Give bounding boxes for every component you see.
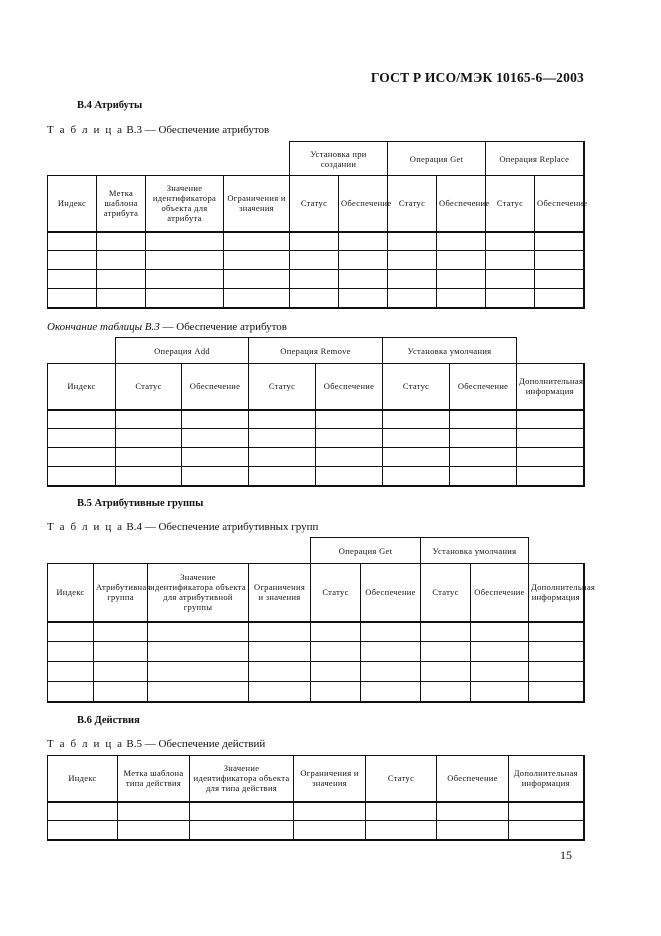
table-cell [517,429,584,448]
table-cell [48,682,94,702]
table-cell [48,429,116,448]
table-cell [486,270,535,289]
table-spacer [517,338,584,364]
group-header: Операция Remove [249,338,383,364]
table-cell [421,662,471,682]
caption-text: В.4 — Обеспечение атрибутивных групп [123,521,319,533]
table-cell [383,429,450,448]
table-row [48,467,584,486]
table-cell [249,448,316,467]
table-cell [383,448,450,467]
column-header: Обеспечение [535,176,584,232]
caption-label: Т а б л и ц а [47,521,124,533]
table-b4 [47,537,596,703]
table-cell [361,682,421,702]
table-cell [437,289,486,308]
table-cell [529,642,584,662]
table-cell [148,682,249,702]
table-cell [249,622,311,642]
table-cell [383,410,450,429]
table-cell [388,232,437,251]
table-cell [535,232,584,251]
column-header: Дополнительная информация [509,756,584,802]
table-cell [48,802,118,821]
table-cell [450,448,517,467]
table-cell [116,429,182,448]
table-cell [97,232,146,251]
table-cell [97,289,146,308]
table-cell [383,467,450,486]
table-cell [249,662,311,682]
table-cell [535,270,584,289]
table-cell [94,682,148,702]
column-header: Статус [421,564,471,622]
table-row [48,662,584,682]
table-b4-caption [47,521,318,533]
column-header: Индекс [48,364,116,410]
table-b3 [47,141,588,309]
table-cell [517,410,584,429]
table-cell [437,251,486,270]
column-header: Дополнительная информация [529,564,584,622]
table-cell [224,289,290,308]
group-header: Установка умолчания [383,338,517,364]
table-row [48,448,584,467]
table-cell [290,251,339,270]
table-cell [116,410,182,429]
table-cell [316,410,383,429]
table-cell [471,622,529,642]
table-cell [486,251,535,270]
table-cell [517,448,584,467]
table-cell [48,467,116,486]
section-heading-b5: В.5 Атрибутивные группы [77,498,204,509]
table-cell [437,821,509,840]
table-cell [249,429,316,448]
table-cell [290,289,339,308]
table-cell [48,448,116,467]
table-cell [182,410,249,429]
table-cell [48,251,97,270]
table-cell [249,467,316,486]
page-number: 15 [560,848,572,862]
table-b5-caption [47,738,265,750]
column-header: Обеспечение [182,364,249,410]
column-header: Обеспечение [339,176,388,232]
table-cell [339,251,388,270]
table-cell [146,232,224,251]
caption-label: Т а б л и ц а [47,124,124,136]
table-cell [450,410,517,429]
table-cell [48,821,118,840]
table-cell [361,662,421,682]
document-header: ГОСТ Р ИСО/МЭК 10165-6—2003 [370,70,584,85]
table-cell [509,821,584,840]
table-spacer [48,338,116,364]
table-cell [97,251,146,270]
table-cell [471,682,529,702]
table-cell [48,270,97,289]
table-cell [294,802,366,821]
table-cell [366,802,437,821]
table-cell [48,232,97,251]
table-cell [146,270,224,289]
table-cell [471,642,529,662]
table-cell [116,467,182,486]
group-header: Установка умолчания [421,538,529,564]
table-row [48,251,584,270]
table-cell [437,270,486,289]
table-cell [339,289,388,308]
table-row [48,622,584,642]
table-cell [311,642,361,662]
column-header: Значение идентификатора объекта для типа действия [190,756,294,802]
table-cell [190,821,294,840]
column-header: Атрибутивная группа [94,564,148,622]
table-cell [388,251,437,270]
table-cell [311,662,361,682]
table-cell [535,251,584,270]
table-row [48,270,584,289]
column-header: Статус [311,564,361,622]
group-header: Операция Get [311,538,421,564]
table-cell [471,662,529,682]
table-cell [118,821,190,840]
table-cell [421,682,471,702]
table-b3-continued [47,337,585,487]
table-cell [94,622,148,642]
table-cell [529,682,584,702]
table-cell [517,467,584,486]
table-cell [535,289,584,308]
column-header: Обеспечение [471,564,529,622]
table-cell [48,642,94,662]
table-cell [290,270,339,289]
table-cell [421,622,471,642]
group-header: Операция Replace [486,142,584,176]
table-cell [509,802,584,821]
table-cell [94,642,148,662]
table-cell [486,232,535,251]
table-cell [450,429,517,448]
table-cell [290,232,339,251]
group-header: Операция Get [388,142,486,176]
table-spacer [529,538,584,564]
table-cell [339,232,388,251]
table-cell [316,448,383,467]
table-cell [97,270,146,289]
group-header: Установка при создании [290,142,388,176]
column-header: Метка шаблона типа действия [118,756,190,802]
column-header: Индекс [48,564,94,622]
table-row [48,410,584,429]
table-cell [146,251,224,270]
caption-text: В.3 — Обеспечение атрибутов [123,124,270,136]
table-cell [224,232,290,251]
table-spacer [48,538,311,564]
table-cell [190,802,294,821]
table-cell [48,289,97,308]
table-cell [249,642,311,662]
table-cell [316,429,383,448]
table-cell [249,682,311,702]
table-cell [361,622,421,642]
column-header: Статус [388,176,437,232]
table-cell [529,662,584,682]
section-heading-b6: В.6 Действия [77,715,140,726]
table-row [48,289,584,308]
column-header: Ограничения и значения [249,564,311,622]
section-heading-b4: В.4 Атрибуты [77,100,143,111]
table-cell [118,802,190,821]
column-header: Значение идентификатора объекта для атрибутивной группы [148,564,249,622]
table-cell [388,289,437,308]
table-row [48,642,584,662]
table-cell [311,682,361,702]
column-header: Значение идентификатора объекта для атрибута [146,176,224,232]
table-cell [224,270,290,289]
table-cell [48,662,94,682]
column-header: Метка шаблона атрибута [97,176,146,232]
table-cell [486,289,535,308]
table-cell [146,289,224,308]
column-header: Индекс [48,756,118,802]
table-cell [148,622,249,642]
column-header: Статус [366,756,437,802]
table-cell [116,448,182,467]
table-b3-caption [47,124,269,136]
table-cell [316,467,383,486]
table-cell [182,448,249,467]
table-cell [94,662,148,682]
column-header: Ограничения и значения [224,176,290,232]
table-cell [182,429,249,448]
column-header: Обеспечение [316,364,383,410]
table-cell [529,622,584,642]
column-header: Обеспечение [437,176,486,232]
table-b3-cont-caption [47,321,287,333]
table-cell [311,622,361,642]
table-b5 [47,755,585,841]
table-cell [366,821,437,840]
caption-italic: Окончание таблицы В.3 [47,321,160,333]
table-row [48,232,584,251]
table-row [48,802,584,821]
column-header: Статус [383,364,450,410]
table-cell [148,642,249,662]
column-header: Статус [486,176,535,232]
column-header: Статус [249,364,316,410]
group-header: Операция Add [116,338,249,364]
table-cell [48,410,116,429]
table-cell [294,821,366,840]
column-header: Обеспечение [450,364,517,410]
table-row [48,429,584,448]
table-cell [421,642,471,662]
table-cell [339,270,388,289]
column-header: Статус [290,176,339,232]
table-row [48,821,584,840]
column-header: Обеспечение [361,564,421,622]
table-cell [182,467,249,486]
column-header: Обеспечение [437,756,509,802]
table-cell [450,467,517,486]
table-cell [48,622,94,642]
table-row [48,682,584,702]
column-header: Индекс [48,176,97,232]
table-cell [388,270,437,289]
caption-text: — Обеспечение атрибутов [159,321,287,333]
table-cell [361,642,421,662]
column-header: Ограничения и значения [294,756,366,802]
column-header: Дополнительная информация [517,364,584,410]
table-spacer [48,142,290,176]
table-cell [437,802,509,821]
column-header: Статус [116,364,182,410]
caption-label: Т а б л и ц а [47,738,124,750]
table-cell [224,251,290,270]
table-cell [148,662,249,682]
table-cell [249,410,316,429]
caption-text: В.5 — Обеспечение действий [123,738,266,750]
table-cell [437,232,486,251]
